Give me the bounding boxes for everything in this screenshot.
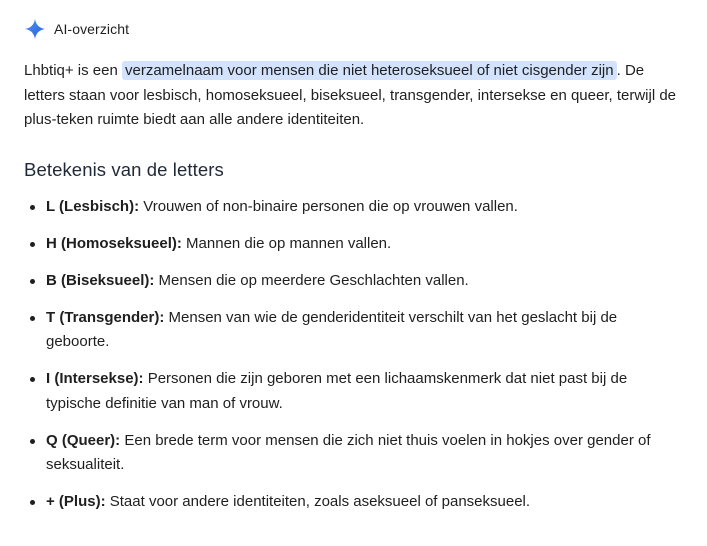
list-item-term: T (Transgender):: [46, 308, 165, 326]
ai-overview-title: AI-overzicht: [54, 21, 130, 37]
bullet-dot: [30, 242, 35, 247]
list-item-text: Personen die zijn geboren met een lichaamskenmerk dat niet past bij de typische definitie van man of vrouw.: [46, 370, 628, 412]
intro-paragraph: [24, 59, 684, 133]
list-item: [24, 269, 684, 294]
list-item-term: Q (Queer):: [46, 431, 121, 449]
section-title: Betekenis van de letters: [24, 158, 224, 180]
list-item-term: H (Homoseksueel):: [46, 234, 182, 252]
list-item: [24, 490, 684, 515]
list-item-text: Mensen van wie de genderidentiteit verschilt van het geslacht bij de geboorte.: [46, 308, 618, 350]
list-item: [24, 195, 684, 220]
list-item: [24, 429, 684, 478]
list-item-text: Staat voor andere identiteiten, zoals aseksueel of panseksueel.: [105, 493, 531, 510]
bullet-dot: [30, 316, 35, 321]
list-item: [24, 367, 684, 416]
list-item-text: Een brede term voor mensen die zich niet thuis voelen in hokjes over gender of seksualiteit.: [46, 431, 651, 473]
sparkle-icon: [24, 18, 46, 40]
list-item-term: I (Intersekse):: [46, 370, 144, 387]
ai-overview-panel: [24, 16, 684, 527]
list-item-term: L (Lesbisch):: [46, 197, 140, 215]
bullet-dot: [30, 279, 35, 284]
list-item-text: Vrouwen of non-binaire personen die op vrouwen vallen.: [139, 197, 518, 215]
ai-overview-header: [24, 16, 684, 42]
list-item: [24, 306, 684, 355]
list-item-term: B (Biseksueel):: [46, 271, 155, 289]
list-item-text: Mannen die op mannen vallen.: [181, 234, 392, 252]
list-item-term: + (Plus):: [46, 493, 106, 510]
bullet-dot: [30, 439, 35, 444]
intro-lead: Lhbtiq+ is een: [24, 62, 122, 79]
letters-list: [24, 195, 684, 515]
bullet-dot: [30, 205, 35, 210]
bullet-dot: [30, 500, 35, 505]
intro-highlight[interactable]: verzamelnaam voor mensen die niet heteroseksueel of niet cisgender zijn: [122, 61, 617, 80]
list-item: [24, 232, 684, 257]
intro-rest: . De letters staan voor lesbisch, homoseksueel, biseksueel, transgender, intersekse en queer, terwijl de plus-teken ruimte biedt aan alle andere identiteiten.: [24, 62, 677, 128]
bullet-dot: [30, 377, 35, 382]
list-item-text: Mensen die op meerdere Geschlachten vallen.: [154, 271, 469, 289]
